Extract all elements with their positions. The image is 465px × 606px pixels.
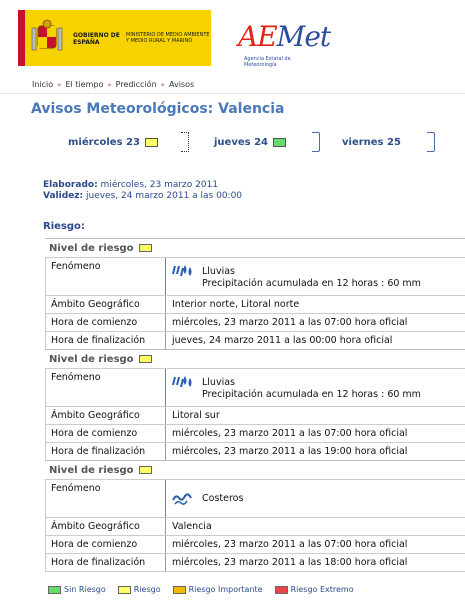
fenomeno-name: Lluvias: [202, 265, 235, 277]
legend-swatch: [173, 586, 186, 594]
fenomeno-row: [45, 368, 465, 406]
fenomeno-label: Fenómeno: [45, 480, 165, 517]
fenomeno-name: Costeros: [202, 493, 244, 504]
breadcrumb-el-tiempo[interactable]: El tiempo: [65, 80, 104, 89]
legend-item-riesgo-importante: [173, 585, 263, 594]
comienzo-row: [45, 424, 465, 442]
government-label: GOBIERNO DE ESPAÑA: [73, 32, 120, 46]
chevron-right-icon: »: [107, 80, 112, 89]
legend-item-riesgo-extremo: [275, 585, 354, 594]
fenomeno-value: [165, 258, 465, 295]
finalizacion-label: Hora de finalización: [45, 554, 165, 571]
tab-separator: [312, 132, 320, 152]
nivel-de-riesgo-row: [45, 349, 465, 368]
tab-separator: [427, 132, 435, 152]
aemet-logo[interactable]: [238, 20, 330, 53]
ambito-row: [45, 406, 465, 424]
ambito-label: Ámbito Geográfico: [45, 518, 165, 535]
divider: [0, 93, 465, 94]
rain-icon: [172, 264, 194, 278]
fenomeno-row: [45, 479, 465, 517]
ambito-row: [45, 295, 465, 313]
validez-value: jueves, 24 marzo 2011 a las 00:00: [85, 191, 243, 201]
logo-suffix: Met: [276, 20, 331, 53]
comienzo-value: miércoles, 23 marzo 2011 a las 07:00 hora oficial: [165, 314, 465, 331]
tab-label: jueves 24: [214, 136, 268, 148]
tab-label: miércoles 23: [68, 136, 140, 148]
risk-swatch: [139, 466, 152, 474]
tab-label: viernes 25: [342, 136, 401, 148]
comienzo-label: Hora de comienzo: [45, 425, 165, 442]
risk-legend: [48, 585, 362, 594]
riesgo-heading: Riesgo:: [43, 221, 85, 232]
finalizacion-row: [45, 442, 465, 460]
legend-label: Riesgo Extremo: [290, 585, 354, 594]
tab-miercoles[interactable]: [68, 132, 158, 152]
flag-stripe: [18, 10, 25, 66]
day-tabs: [0, 132, 465, 154]
fenomeno-value: [165, 480, 465, 517]
chevron-right-icon: »: [160, 80, 165, 89]
validez-label: Validez:: [43, 191, 84, 201]
finalizacion-value: miércoles, 23 marzo 2011 a las 19:00 hora oficial: [165, 443, 465, 460]
warning-block: [45, 460, 465, 572]
ministry-label: MINISTERIO DE MEDIO AMBIENTE Y MEDIO RURAL Y MARINO: [126, 32, 210, 44]
legend-item-riesgo: [118, 585, 161, 594]
legend-swatch: [48, 586, 61, 594]
ambito-value: Valencia: [165, 518, 465, 535]
fenomeno-description: Precipitación acumulada en 12 horas : 60 mm: [202, 278, 421, 289]
tab-viernes[interactable]: [342, 132, 401, 152]
fenomeno-label: Fenómeno: [45, 258, 165, 295]
legend-item-sin-riesgo: [48, 585, 106, 594]
tab-separator: [181, 132, 189, 152]
risk-swatch: [145, 138, 158, 147]
ambito-label: Ámbito Geográfico: [45, 296, 165, 313]
nivel-label: Nivel de riesgo: [49, 464, 134, 476]
comienzo-label: Hora de comienzo: [45, 314, 165, 331]
risk-swatch: [273, 138, 286, 147]
issue-info: [43, 180, 242, 202]
ambito-value: Litoral sur: [165, 407, 465, 424]
legend-label: Sin Riesgo: [64, 585, 106, 594]
coat-of-arms-icon: [30, 18, 64, 58]
site-header: [18, 10, 331, 68]
fenomeno-name: Lluvias: [202, 376, 235, 388]
fenomeno-label: Fenómeno: [45, 369, 165, 406]
government-banner: [18, 10, 211, 66]
finalizacion-row: [45, 553, 465, 572]
fenomeno-description: Precipitación acumulada en 12 horas : 60 mm: [202, 389, 421, 400]
ambito-label: Ámbito Geográfico: [45, 407, 165, 424]
nivel-de-riesgo-row: [45, 460, 465, 479]
legend-swatch: [118, 586, 131, 594]
risk-swatch: [139, 355, 152, 363]
nivel-de-riesgo-row: [45, 238, 465, 257]
breadcrumb-avisos[interactable]: Avisos: [168, 80, 195, 89]
warning-block: [45, 238, 465, 349]
finalizacion-value: jueves, 24 marzo 2011 a las 00:00 hora oficial: [165, 332, 465, 349]
chevron-right-icon: »: [57, 80, 62, 89]
fenomeno-row: [45, 257, 465, 295]
rain-icon: [172, 375, 194, 389]
comienzo-label: Hora de comienzo: [45, 536, 165, 553]
breadcrumb: [32, 80, 194, 89]
legend-label: Riesgo: [133, 585, 161, 594]
comienzo-value: miércoles, 23 marzo 2011 a las 07:00 hora oficial: [165, 536, 465, 553]
breadcrumb-inicio[interactable]: Inicio: [32, 80, 54, 89]
finalizacion-value: miércoles, 23 marzo 2011 a las 18:00 hora oficial: [165, 554, 465, 571]
elaborado-value: miércoles, 23 marzo 2011: [100, 180, 219, 190]
finalizacion-label: Hora de finalización: [45, 332, 165, 349]
ambito-row: [45, 517, 465, 535]
nivel-label: Nivel de riesgo: [49, 242, 134, 254]
logo-prefix: AE: [238, 20, 277, 53]
warnings-list: [45, 238, 465, 572]
warning-block: [45, 349, 465, 460]
ambito-value: Interior norte, Litoral norte: [165, 296, 465, 313]
waves-icon: [172, 492, 194, 506]
comienzo-row: [45, 535, 465, 553]
finalizacion-label: Hora de finalización: [45, 443, 165, 460]
legend-label: Riesgo Importante: [188, 585, 263, 594]
breadcrumb-prediccion[interactable]: Predicción: [115, 80, 157, 89]
page-title: Avisos Meteorológicos: Valencia: [31, 101, 285, 117]
fenomeno-value: [165, 369, 465, 406]
elaborado-label: Elaborado:: [43, 180, 98, 190]
nivel-label: Nivel de riesgo: [49, 353, 134, 365]
comienzo-value: miércoles, 23 marzo 2011 a las 07:00 hora oficial: [165, 425, 465, 442]
risk-swatch: [139, 244, 152, 252]
finalizacion-row: [45, 331, 465, 349]
comienzo-row: [45, 313, 465, 331]
tab-jueves[interactable]: [214, 132, 286, 152]
aemet-subtitle: Agencia Estatal de Meteorología: [244, 56, 291, 68]
legend-swatch: [275, 586, 288, 594]
